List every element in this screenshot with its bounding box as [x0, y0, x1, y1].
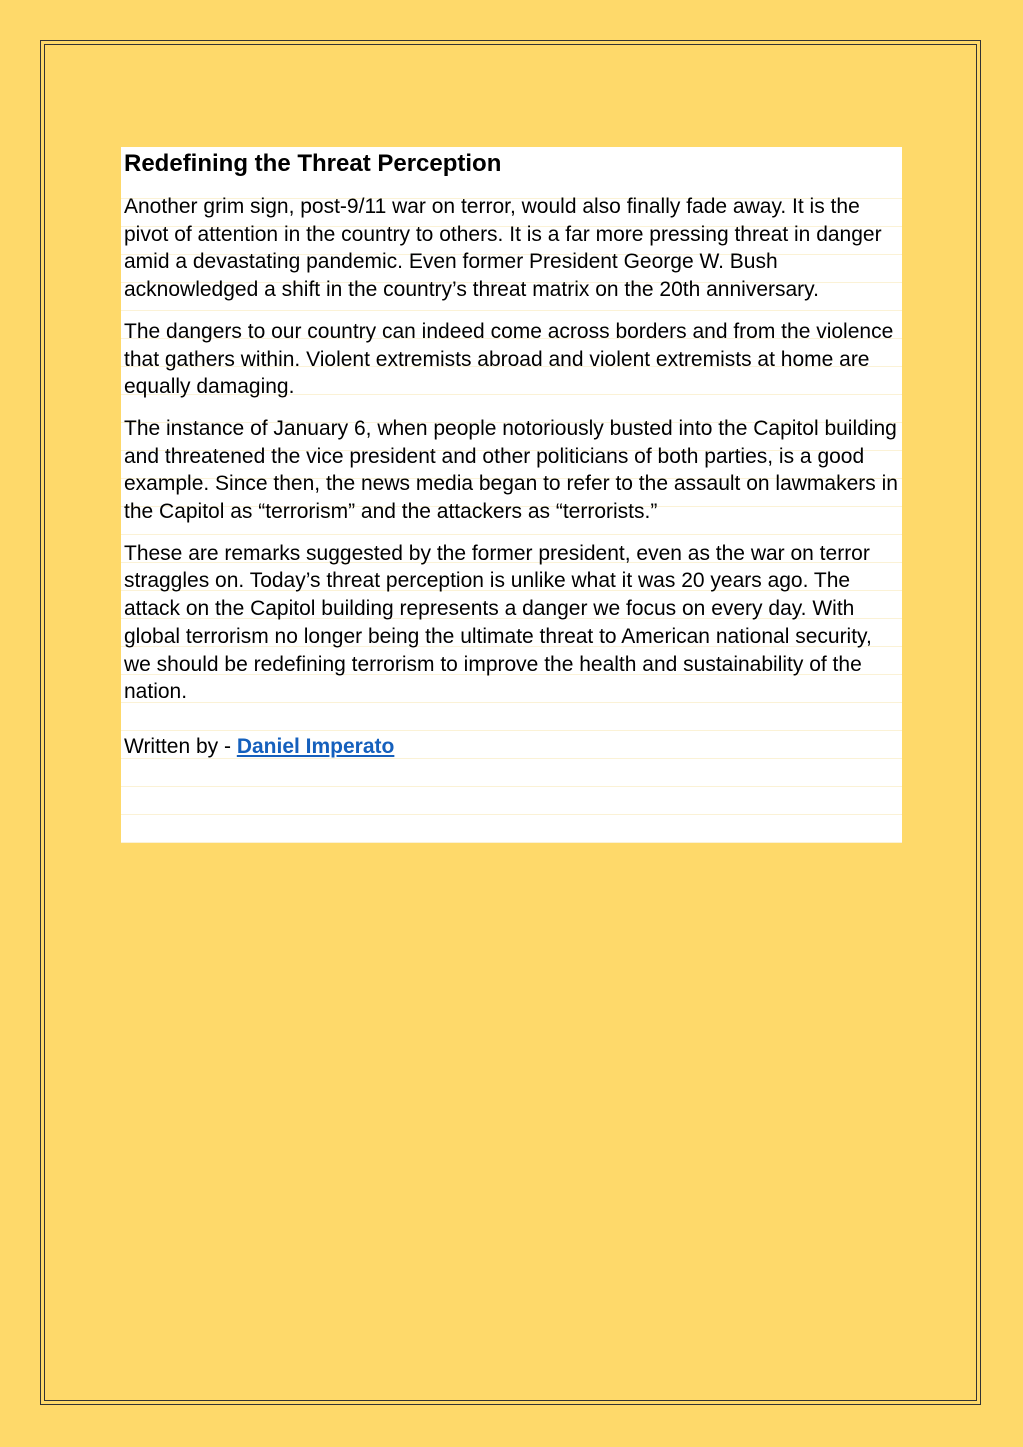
article-heading: Redefining the Threat Perception: [124, 150, 502, 177]
article-paragraph-2: The dangers to our country can indeed come across borders and from the violence that gathers within. Violent extremists abroad and violent extremists at home are equally damaging.: [124, 319, 894, 399]
author-link[interactable]: Daniel Imperato: [236, 734, 395, 758]
article-content: [121, 147, 902, 843]
article-paragraph-3: The instance of January 6, when people notoriously busted into the Capitol building and threatened the vice president and other politicians of both parties, is a good example. Since then, the news media began to refer to the assault on lawmakers in the Capitol as “terrorism” and the attackers as “terrorists.”: [124, 416, 898, 524]
byline: [124, 733, 899, 761]
article-paragraph-1: Another grim sign, post-9/11 war on terror, would also finally fade away. It is the pivot of attention in the country to others. It is a far more pressing threat in danger amid a devastating pandemic. Even former President George W. Bush acknowledged a shift in the country’s threat matrix on the 20th anniversary.: [124, 195, 882, 302]
byline-prefix: Written by -: [124, 734, 237, 758]
article-paragraph-4: These are remarks suggested by the former president, even as the war on terror straggles on. Today’s threat perception is unlike what it was 20 years ago. The attack on the Capitol building represents a danger we focus on every day. With global terrorism no longer being the ultimate threat to American national security, we should be redefining terrorism to improve the health and sustainability of the nation.: [124, 541, 872, 704]
